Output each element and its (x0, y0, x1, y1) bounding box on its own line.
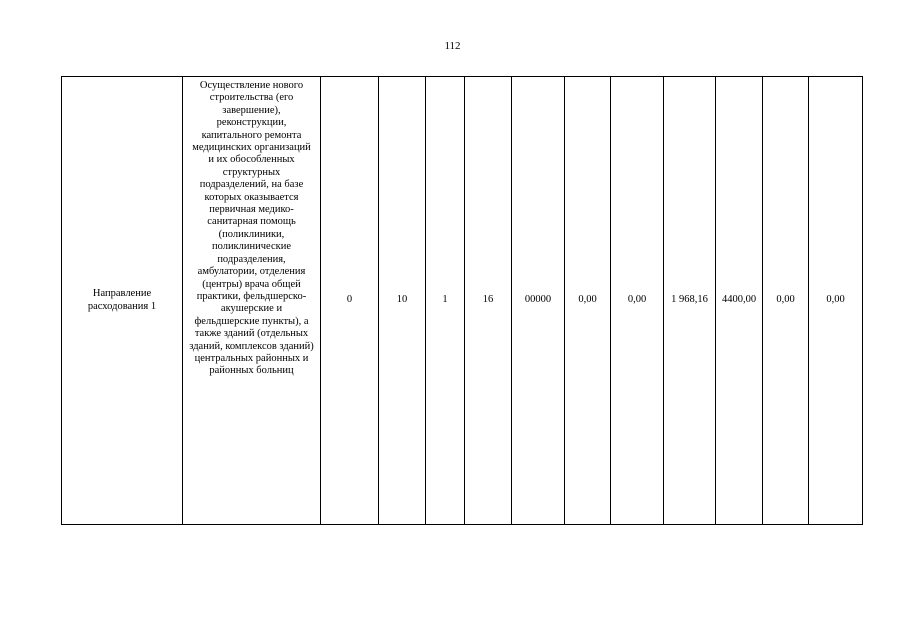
amount-cell: 0,00 (611, 77, 664, 525)
amount-cell: 1 968,16 (664, 77, 716, 525)
page-number: 112 (444, 40, 461, 52)
amount-cell: 4400,00 (716, 77, 763, 525)
code-cell: 16 (465, 77, 512, 525)
amount-cell: 0,00 (809, 77, 863, 525)
amount-cell: 0,00 (763, 77, 809, 525)
code-cell: 0 (321, 77, 379, 525)
code-cell: 00000 (512, 77, 565, 525)
direction-cell: Направление расходования 1 (62, 77, 183, 525)
code-cell: 10 (379, 77, 426, 525)
description-cell: Осуществление нового строительства (его завершение), реконструкции, капитального ремонта медицинских организаций и их обособленных структурных подразделений, на базе которых оказывается первичная медико-санитарная помощь (поликлиники, поликлинические подразделения, амбулатории, отделения (центры) врача общей практики, фельдшерско-акушерские и фельдшерские пункты), а также зданий (отдельных зданий, комплексов зданий) центральных районных и районных больниц (183, 77, 321, 525)
code-cell: 1 (426, 77, 465, 525)
budget-table (61, 76, 863, 525)
amount-cell: 0,00 (565, 77, 611, 525)
table-row (62, 77, 863, 525)
